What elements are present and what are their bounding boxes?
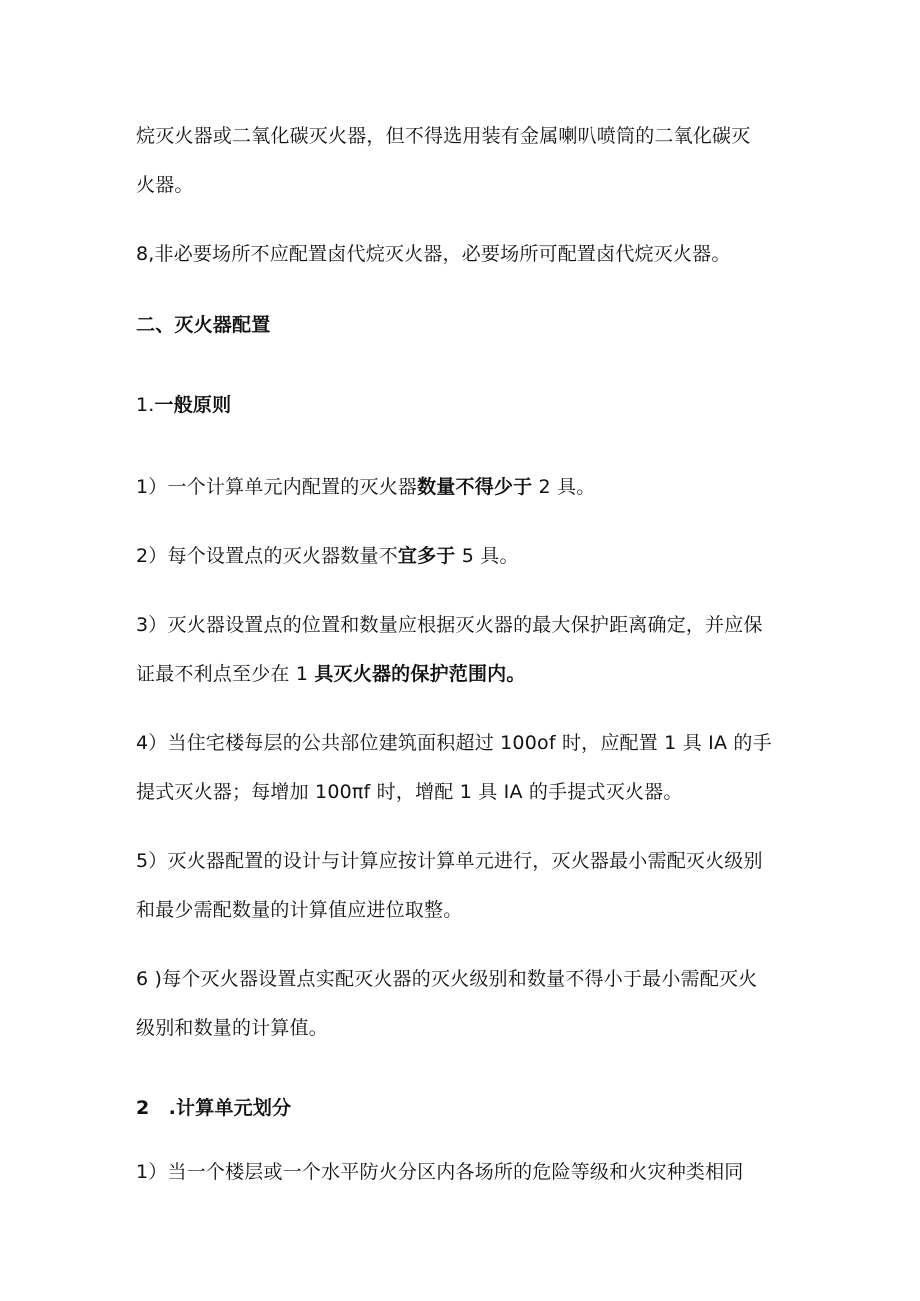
list-item-5-line-2 xyxy=(136,897,796,923)
subheading-title: 计算单元划分 xyxy=(176,1097,292,1119)
text: 8,非必要场所不应配置卤代烷灭火器，必要场所可配置卤代烷灭火器。 xyxy=(136,243,731,265)
subheading-number: 1. xyxy=(136,394,155,416)
section-heading-2 xyxy=(136,312,796,338)
text: 4）当住宅楼每层的公共部位建筑面积超过 100of 时，应配置 1 具 IA 的手 xyxy=(136,732,772,754)
text: 2）每个设置点的灭火器数量不 xyxy=(136,545,398,567)
text: 证最不利点至少在 1 xyxy=(136,663,315,685)
text: 6 )每个灭火器设置点实配灭火器的灭火级别和数量不得小于最小需配灭火 xyxy=(136,968,758,990)
text: 2 具。 xyxy=(532,476,596,498)
list-item-4-line-2 xyxy=(136,779,796,805)
list-item-3-line-2 xyxy=(136,661,796,687)
bold-text: 数量不得少于 xyxy=(417,476,533,498)
subheading-title: 一般原则 xyxy=(154,394,232,416)
list-item-1 xyxy=(136,474,796,500)
text: 1）一个计算单元内配置的灭火器 xyxy=(136,476,418,498)
subheading-number: 2 . xyxy=(136,1097,177,1119)
subheading-2 xyxy=(136,1095,796,1121)
paragraph-8 xyxy=(136,241,796,267)
text: 烷灭火器或二氧化碳灭火器，但不得选用装有金属喇叭喷筒的二氧化碳灭 xyxy=(136,125,751,147)
section-title: 二、灭火器配置 xyxy=(136,314,271,336)
text: 3）灭火器设置点的位置和数量应根据灭火器的最大保护距离确定，并应保 xyxy=(136,614,763,636)
list-item-5-line-1 xyxy=(136,848,796,874)
paragraph-continuation-line-2 xyxy=(136,172,796,198)
list-item-7-line-1 xyxy=(136,1159,796,1185)
list-item-2 xyxy=(136,543,796,569)
list-item-6-line-2 xyxy=(136,1015,796,1041)
list-item-3-line-1 xyxy=(136,612,796,638)
text: 级别和数量的计算值。 xyxy=(136,1017,329,1039)
subheading-1 xyxy=(136,392,796,418)
list-item-4-line-1 xyxy=(136,730,796,756)
text: 和最少需配数量的计算值应进位取整。 xyxy=(136,899,463,921)
text: 5 具。 xyxy=(455,545,519,567)
text: 火器。 xyxy=(136,174,194,196)
bold-text: 宜多于 xyxy=(397,545,456,567)
text: 1）当一个楼层或一个水平防火分区内各场所的危险等级和火灾种类相同 xyxy=(136,1161,744,1183)
text: 5）灭火器配置的设计与计算应按计算单元进行，灭火器最小需配灭火级别 xyxy=(136,850,763,872)
text: 提式灭火器；每增加 100πf 时，增配 1 具 IA 的手提式灭火器。 xyxy=(136,781,683,803)
paragraph-continuation-line-1 xyxy=(136,123,796,149)
bold-text: 具灭火器的保护范围内。 xyxy=(314,663,526,685)
list-item-6-line-1 xyxy=(136,966,796,992)
